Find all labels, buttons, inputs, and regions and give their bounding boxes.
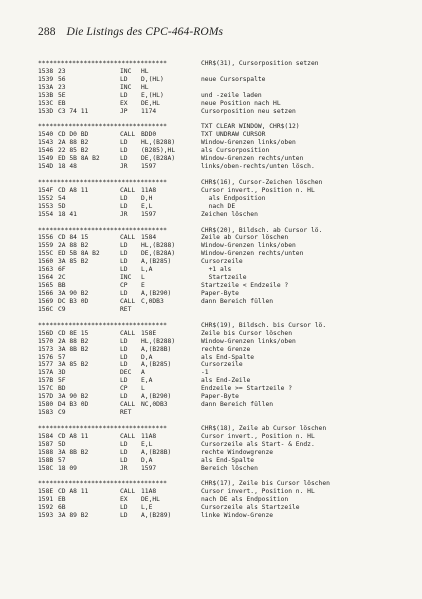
address: 1556 <box>38 234 54 242</box>
comment: Startzeile < Endzeile ? <box>201 282 289 290</box>
mnemonic: LD <box>120 290 128 298</box>
operand: HL,(B288) <box>141 242 176 250</box>
routine-header <box>38 60 418 68</box>
code-line <box>38 92 418 100</box>
comment: Cursor invert., Position n. HL <box>201 186 315 194</box>
mnemonic: DEC <box>120 369 132 377</box>
separator-stars: ********************************** <box>38 123 167 131</box>
comment: als Cursorposition <box>201 147 270 155</box>
opcode-bytes: 5D <box>58 440 66 448</box>
address: 1559 <box>38 242 54 250</box>
comment: Cursorzeile <box>201 361 243 369</box>
operand: A,(B290) <box>141 393 172 401</box>
address: 1543 <box>38 139 54 147</box>
operand: 11A8 <box>141 432 157 440</box>
mnemonic: CALL <box>120 401 136 409</box>
code-line <box>38 457 418 465</box>
opcode-bytes: 57 <box>58 353 66 361</box>
address: 153A <box>38 83 54 91</box>
operand: DE,HL <box>141 99 160 107</box>
address: 157A <box>38 369 54 377</box>
comment: +1 als <box>201 266 232 274</box>
operand: E,L <box>141 202 153 210</box>
opcode-bytes: 3D <box>58 369 66 377</box>
opcode-bytes: ED 5B 8A B2 <box>58 250 100 258</box>
opcode-bytes: D4 B3 0D <box>58 401 89 409</box>
mnemonic: LD <box>120 147 128 155</box>
address: 1565 <box>38 282 54 290</box>
routine-header <box>38 480 418 488</box>
routine-title: CHR$(20), Bildsch. ab Cursor lö. <box>201 226 323 234</box>
mnemonic: CALL <box>120 131 136 139</box>
comment: Startzeile <box>201 274 247 282</box>
operand: 1584 <box>141 234 157 242</box>
address: 157D <box>38 393 54 401</box>
address: 157C <box>38 385 54 393</box>
opcode-bytes: 3A 89 B2 <box>58 512 89 520</box>
code-line <box>38 354 418 362</box>
page-title: Die Listings des CPC-464-ROMs <box>66 26 224 38</box>
address: 154D <box>38 163 54 171</box>
mnemonic: CALL <box>120 488 136 496</box>
operand: 1597 <box>141 464 157 472</box>
opcode-bytes: 23 <box>58 83 66 91</box>
comment: neue Cursorspalte <box>201 75 266 83</box>
address: 1588 <box>38 448 54 456</box>
code-line <box>38 84 418 92</box>
operand: E,L <box>141 440 153 448</box>
operand: D,H <box>141 194 153 202</box>
routine-block <box>38 322 418 417</box>
code-line <box>38 242 418 250</box>
code-line <box>38 163 418 171</box>
code-line <box>38 385 418 393</box>
operand: 1597 <box>141 163 157 171</box>
comment: -1 <box>201 369 209 377</box>
comment: Window-Grenzen links/oben <box>201 139 296 147</box>
mnemonic: JR <box>120 464 128 472</box>
code-line <box>38 155 418 163</box>
address: 1591 <box>38 496 54 504</box>
mnemonic: EX <box>120 496 128 504</box>
routine-block <box>38 123 418 171</box>
comment: Zeile ab Cursor löschen <box>201 234 289 242</box>
opcode-bytes: 2A 88 B2 <box>58 242 89 250</box>
code-line <box>38 274 418 282</box>
comment: als Endposition <box>201 194 266 202</box>
mnemonic: LD <box>120 202 128 210</box>
code-line <box>38 504 418 512</box>
mnemonic: LD <box>120 361 128 369</box>
mnemonic: LD <box>120 139 128 147</box>
mnemonic: RET <box>120 305 132 313</box>
opcode-bytes: 18 41 <box>58 210 77 218</box>
opcode-bytes: 22 85 B2 <box>58 147 89 155</box>
operand: D,A <box>141 456 153 464</box>
operand: HL <box>141 67 149 75</box>
address: 1549 <box>38 155 54 163</box>
address: 1566 <box>38 290 54 298</box>
address: 154F <box>38 186 54 194</box>
operand: HL <box>141 83 149 91</box>
address: 1587 <box>38 440 54 448</box>
opcode-bytes: 2C <box>58 274 66 282</box>
mnemonic: CALL <box>120 297 136 305</box>
opcode-bytes: 5D <box>58 202 66 210</box>
operand: A,(B289) <box>141 512 172 520</box>
mnemonic: LD <box>120 353 128 361</box>
operand: A,(B28B) <box>141 345 172 353</box>
separator-stars: ********************************** <box>38 226 167 234</box>
mnemonic: EX <box>120 99 128 107</box>
code-line <box>38 369 418 377</box>
code-line <box>38 393 418 401</box>
separator-stars: ********************************** <box>38 321 167 329</box>
operand: (B285),HL <box>141 147 176 155</box>
code-line <box>38 433 418 441</box>
code-line <box>38 68 418 76</box>
operand: DE,(B28A) <box>141 250 176 258</box>
code-line <box>38 290 418 298</box>
mnemonic: LD <box>120 504 128 512</box>
code-line <box>38 361 418 369</box>
opcode-bytes: 54 <box>58 194 66 202</box>
address: 1560 <box>38 258 54 266</box>
address: 1577 <box>38 361 54 369</box>
routine-header <box>38 322 418 330</box>
code-line <box>38 76 418 84</box>
operand: 1597 <box>141 210 157 218</box>
mnemonic: CP <box>120 385 128 393</box>
opcode-bytes: CD A8 11 <box>58 186 89 194</box>
comment: dann Bereich füllen <box>201 297 274 305</box>
opcode-bytes: CD 8E 15 <box>58 329 89 337</box>
operand: HL,(B288) <box>141 139 176 147</box>
comment: Cursorzeile als Start- & Endz. <box>201 440 315 448</box>
code-line <box>38 401 418 409</box>
opcode-bytes: 6F <box>58 266 66 274</box>
address: 156D <box>38 329 54 337</box>
operand: A,(B290) <box>141 290 172 298</box>
comment: Window-Grenzen rechts/unten <box>201 155 304 163</box>
opcode-bytes: BD <box>58 385 66 393</box>
mnemonic: RET <box>120 409 132 417</box>
mnemonic: LD <box>120 91 128 99</box>
page-number: 288 <box>38 26 56 38</box>
code-line <box>38 441 418 449</box>
code-line <box>38 195 418 203</box>
opcode-bytes: EB <box>58 99 66 107</box>
operand: 11A8 <box>141 488 157 496</box>
mnemonic: CALL <box>120 432 136 440</box>
separator-stars: ********************************** <box>38 178 167 186</box>
routine-title: TXT CLEAR WINDOW, CHR$(12) <box>201 123 300 131</box>
mnemonic: INC <box>120 274 132 282</box>
opcode-bytes: 5E <box>58 91 66 99</box>
routine-title: CHR$(16), Cursor-Zeichen löschen <box>201 178 323 186</box>
mnemonic: LD <box>120 258 128 266</box>
address: 1564 <box>38 274 54 282</box>
opcode-bytes: 3A 85 B2 <box>58 258 89 266</box>
opcode-bytes: CD A8 11 <box>58 432 89 440</box>
address: 1593 <box>38 512 54 520</box>
opcode-bytes: 57 <box>58 456 66 464</box>
operand: 1174 <box>141 107 157 115</box>
routine-title: CHR$(18), Zeile ab Cursor löschen <box>201 424 327 432</box>
comment: Zeile bis Cursor löschen <box>201 329 292 337</box>
opcode-bytes: 3A 8B B2 <box>58 448 89 456</box>
opcode-bytes: C9 <box>58 305 66 313</box>
code-line <box>38 147 418 155</box>
opcode-bytes: 3A 85 B2 <box>58 361 89 369</box>
address: 1552 <box>38 194 54 202</box>
routine-block <box>38 60 418 116</box>
routine-header <box>38 123 418 131</box>
routine-header <box>38 425 418 433</box>
separator-stars: ********************************** <box>38 424 167 432</box>
mnemonic: CP <box>120 282 128 290</box>
operand: HL,(B288) <box>141 337 176 345</box>
comment: als End-Spalte <box>201 456 255 464</box>
opcode-bytes: 2A 88 B2 <box>58 139 89 147</box>
address: 1569 <box>38 297 54 305</box>
mnemonic: LD <box>120 242 128 250</box>
operand: E <box>141 282 145 290</box>
page-header <box>38 26 223 38</box>
routine-block <box>38 179 418 219</box>
mnemonic: LD <box>120 75 128 83</box>
separator-stars: ********************************** <box>38 480 167 488</box>
code-line <box>38 346 418 354</box>
comment: Window-Grenzen rechts/unten <box>201 250 304 258</box>
address: 1573 <box>38 345 54 353</box>
mnemonic: LD <box>120 194 128 202</box>
comment: als End-Zeile <box>201 377 251 385</box>
comment: nach DE als Endposition <box>201 496 289 504</box>
code-line <box>38 409 418 417</box>
operand: E,A <box>141 377 153 385</box>
operand: 158E <box>141 329 157 337</box>
code-line <box>38 139 418 147</box>
code-line <box>38 108 418 116</box>
opcode-bytes: DC B3 0D <box>58 297 89 305</box>
comment: Endzeile >= Startzeile ? <box>201 385 292 393</box>
routine-title: CHR$(31), Cursorposition setzen <box>201 60 319 67</box>
comment: als End-Spalte <box>201 353 255 361</box>
opcode-bytes: BB <box>58 282 66 290</box>
comment: rechte Windowgrenze <box>201 448 274 456</box>
comment: linke Window-Grenze <box>201 512 274 520</box>
comment: Cursor invert., Position n. HL <box>201 488 315 496</box>
code-line <box>38 330 418 338</box>
opcode-bytes: C9 <box>58 409 66 417</box>
address: 1570 <box>38 337 54 345</box>
mnemonic: LD <box>120 456 128 464</box>
opcode-bytes: 23 <box>58 67 66 75</box>
comment: Window-Grenzen links/oben <box>201 242 296 250</box>
mnemonic: JR <box>120 210 128 218</box>
comment: TXT UNDRAW CURSOR <box>201 131 266 139</box>
address: 1576 <box>38 353 54 361</box>
code-line <box>38 338 418 346</box>
mnemonic: LD <box>120 337 128 345</box>
operand: D,A <box>141 353 153 361</box>
address: 153B <box>38 91 54 99</box>
routine-title: CHR$(17), Zeile bis Cursor löschen <box>201 480 330 488</box>
mnemonic: INC <box>120 83 132 91</box>
operand: L,E <box>141 504 153 512</box>
operand: BDD0 <box>141 131 157 139</box>
code-line <box>38 258 418 266</box>
assembly-listing <box>38 60 418 528</box>
code-line <box>38 250 418 258</box>
routine-block <box>38 425 418 473</box>
opcode-bytes: CD D0 BD <box>58 131 89 139</box>
operand: L,A <box>141 266 153 274</box>
routine-header <box>38 227 418 235</box>
code-line <box>38 488 418 496</box>
address: 1538 <box>38 67 54 75</box>
comment: Cursor invert., Position n. HL <box>201 432 315 440</box>
operand: D,(HL) <box>141 75 164 83</box>
mnemonic: CALL <box>120 186 136 194</box>
operand: 11A8 <box>141 186 157 194</box>
address: 1546 <box>38 147 54 155</box>
address: 157B <box>38 377 54 385</box>
mnemonic: LD <box>120 155 128 163</box>
address: 1583 <box>38 409 54 417</box>
code-line <box>38 100 418 108</box>
address: 158E <box>38 488 54 496</box>
code-line <box>38 131 418 139</box>
routine-title: CHR$(19), Bildsch. bis Cursor lö. <box>201 321 327 329</box>
opcode-bytes: ED 5B 8A B2 <box>58 155 100 163</box>
opcode-bytes: C3 74 11 <box>58 107 89 115</box>
comment: Zeichen löschen <box>201 210 258 218</box>
operand: C,0DB3 <box>141 297 164 305</box>
comment: rechte Grenze <box>201 345 251 353</box>
code-line <box>38 377 418 385</box>
comment: Window-Grenzen links/oben <box>201 337 296 345</box>
code-line <box>38 306 418 314</box>
code-line <box>38 282 418 290</box>
code-line <box>38 203 418 211</box>
opcode-bytes: 18 09 <box>58 464 77 472</box>
code-line <box>38 211 418 219</box>
code-line <box>38 187 418 195</box>
routine-block <box>38 480 418 520</box>
address: 156C <box>38 305 54 313</box>
comment: Paper-Byte <box>201 290 239 298</box>
mnemonic: CALL <box>120 329 136 337</box>
mnemonic: LD <box>120 345 128 353</box>
opcode-bytes: 3A 90 B2 <box>58 290 89 298</box>
address: 1539 <box>38 75 54 83</box>
opcode-bytes: CD 84 15 <box>58 234 89 242</box>
operand: E,(HL) <box>141 91 164 99</box>
mnemonic: LD <box>120 512 128 520</box>
address: 1553 <box>38 202 54 210</box>
comment: neue Position nach HL <box>201 99 281 107</box>
comment: Cursorposition neu setzen <box>201 107 296 115</box>
address: 1540 <box>38 131 54 139</box>
opcode-bytes: 5F <box>58 377 66 385</box>
routine-header <box>38 179 418 187</box>
operand: DE,(B28A) <box>141 155 176 163</box>
operand: A <box>141 369 145 377</box>
address: 158B <box>38 456 54 464</box>
operand: A,(B285) <box>141 361 172 369</box>
comment: Cursorzeile als Startzeile <box>201 504 300 512</box>
operand: A,(B28B) <box>141 448 172 456</box>
address: 153D <box>38 107 54 115</box>
code-line <box>38 449 418 457</box>
mnemonic: JP <box>120 107 128 115</box>
mnemonic: JR <box>120 163 128 171</box>
mnemonic: LD <box>120 266 128 274</box>
mnemonic: INC <box>120 67 132 75</box>
separator-stars: ********************************** <box>38 60 167 67</box>
address: 158C <box>38 464 54 472</box>
address: 1563 <box>38 266 54 274</box>
code-line <box>38 234 418 242</box>
comment: Cursorzeile <box>201 258 243 266</box>
address: 155C <box>38 250 54 258</box>
address: 153C <box>38 99 54 107</box>
comment: dann Bereich füllen <box>201 401 274 409</box>
mnemonic: LD <box>120 377 128 385</box>
operand: NC,0DB3 <box>141 401 168 409</box>
opcode-bytes: 6B <box>58 504 66 512</box>
opcode-bytes: 2A 88 B2 <box>58 337 89 345</box>
address: 1592 <box>38 504 54 512</box>
comment: links/oben-rechts/unten lösch. <box>201 163 315 171</box>
code-line <box>38 465 418 473</box>
address: 1554 <box>38 210 54 218</box>
mnemonic: LD <box>120 448 128 456</box>
code-line <box>38 266 418 274</box>
opcode-bytes: CD A8 11 <box>58 488 89 496</box>
routine-block <box>38 227 418 314</box>
mnemonic: LD <box>120 393 128 401</box>
comment: Paper-Byte <box>201 393 239 401</box>
mnemonic: LD <box>120 250 128 258</box>
address: 1580 <box>38 401 54 409</box>
opcode-bytes: EB <box>58 496 66 504</box>
comment: nach DE <box>201 202 236 210</box>
comment: und -zeile laden <box>201 91 262 99</box>
mnemonic: LD <box>120 440 128 448</box>
operand: L <box>141 385 145 393</box>
opcode-bytes: 56 <box>58 75 66 83</box>
opcode-bytes: 3A 8B B2 <box>58 345 89 353</box>
code-line <box>38 512 418 520</box>
opcode-bytes: 18 48 <box>58 163 77 171</box>
operand: L <box>141 274 145 282</box>
address: 1584 <box>38 432 54 440</box>
code-line <box>38 496 418 504</box>
comment: Bereich löschen <box>201 464 258 472</box>
operand: A,(B285) <box>141 258 172 266</box>
operand: DE,HL <box>141 496 160 504</box>
mnemonic: CALL <box>120 234 136 242</box>
code-line <box>38 298 418 306</box>
opcode-bytes: 3A 90 B2 <box>58 393 89 401</box>
